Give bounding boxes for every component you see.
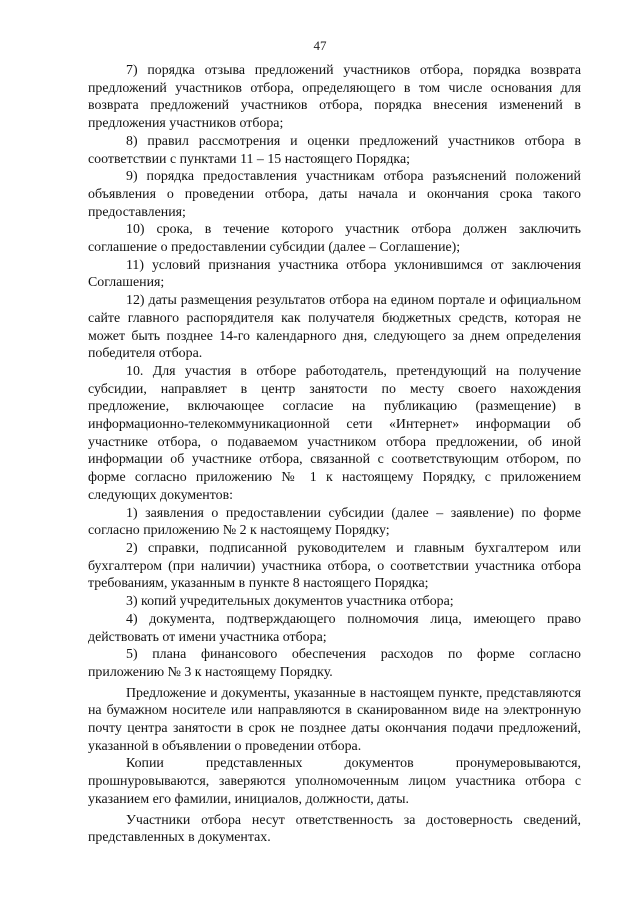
paragraph: Предложение и документы, указанные в настоящем пункте, представляются на бумажном носителе или направляются в сканированном виде на электронную почту центра занятости в срок не позднее даты окончания подачи предложений, указанной в объявлении о проведении отбора. xyxy=(88,685,581,754)
paragraph: Участники отбора несут ответственность за достоверность сведений, представленных в документах. xyxy=(88,812,581,846)
paragraph: 4) документа, подтверждающего полномочия лица, имеющего право действовать от имени участника отбора; xyxy=(88,611,581,645)
paragraph: 9) порядка предоставления участникам отбора разъяснений положений объявления о проведении отбора, даты начала и окончания срока такого предоставления; xyxy=(88,169,581,220)
page-number: 47 xyxy=(313,38,327,53)
paragraph: Копии представленных документов пронумеровываются, прошнуровываются, заверяются уполномоченным лицом участника отбора с указанием его фамилии, инициалов, должности, даты. xyxy=(88,756,581,807)
paragraph: 10) срока, в течение которого участник отбора должен заключить соглашение о предоставлении субсидии (далее – Соглашение); xyxy=(88,222,581,256)
document-body xyxy=(88,62,581,847)
paragraph: 3) копий учредительных документов участника отбора; xyxy=(126,594,454,610)
paragraph: 11) условий признания участника отбора уклонившимся от заключения Соглашения; xyxy=(88,257,581,291)
paragraph: 7) порядка отзыва предложений участников отбора, порядка возврата предложений участников отбора, определяющего в том числе основания для возврата предложений участников отбора, порядка внесения изменений в предложения участников отбора; xyxy=(88,63,581,132)
paragraph: 8) правил рассмотрения и оценки предложений участников отбора в соответствии с пунктами 11 – 15 настоящего Порядка; xyxy=(88,133,581,167)
paragraph: 10. Для участия в отборе работодатель, претендующий на получение субсидии, направляет в центр занятости по месту своего нахождения предложение, включающее согласие на публикацию (размещение) в информационно-телекоммуникационной сети «Интернет» информации об участнике отбора, о подаваемом участником отбора предложении, об иной информации об участнике отбора, связанной с соответствующим отбором, по форме согласно приложению № 1 к настоящему Порядку, с приложением следующих документов: xyxy=(88,363,581,503)
paragraph: 12) даты размещения результатов отбора на едином портале и официальном сайте главного распорядителя как получателя бюджетных средств, которая не может быть позднее 14-го календарного дня, следующего за днем определения победителя отбора. xyxy=(88,293,581,362)
paragraph: 5) плана финансового обеспечения расходов по форме согласно приложению № 3 к настоящему Порядку. xyxy=(88,647,581,680)
paragraph: 2) справки, подписанной руководителем и главным бухгалтером или бухгалтером (при наличии) участника отбора, о соответствии участника отбора требованиям, указанным в пункте 8 настоящего Порядка; xyxy=(88,540,581,592)
paragraph: 1) заявления о предоставлении субсидии (далее – заявление) по форме согласно приложению № 2 к настоящему Порядку; xyxy=(88,505,581,539)
